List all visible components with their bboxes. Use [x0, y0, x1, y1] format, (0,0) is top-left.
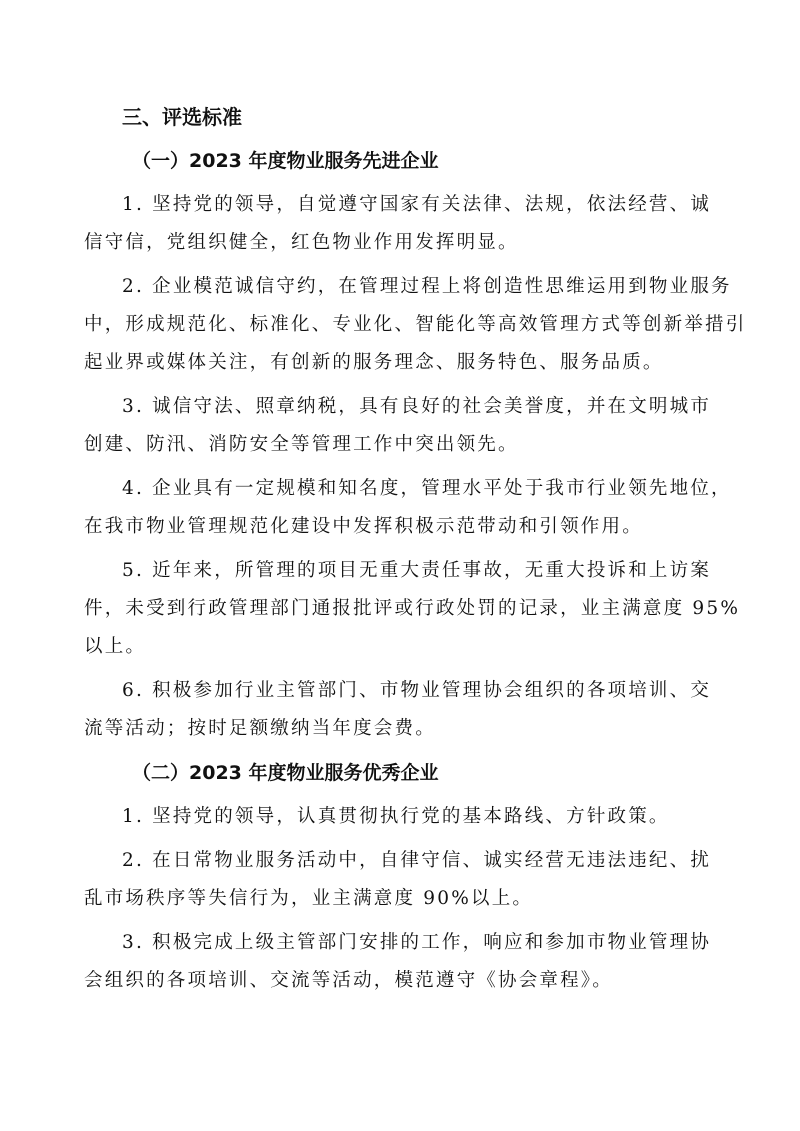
paragraph-line: 3. 诚信守法、照章纳税，具有良好的社会美誉度，并在文明城市 [122, 396, 712, 417]
paragraph-line: 乱市场秩序等失信行为，业主满意度 90%以上。 [84, 888, 534, 909]
paragraph [84, 924, 722, 1000]
paragraph [84, 268, 747, 382]
subsection-title-excellent: （二）2023 年度物业服务优秀企业 [132, 762, 439, 784]
subsection-title-advanced: （一）2023 年度物业服务先进企业 [132, 150, 439, 172]
paragraph [84, 186, 722, 262]
paragraph-line: 信守信，党组织健全，红色物业作用发挥明显。 [84, 232, 519, 253]
paragraph-line: 4. 企业具有一定规模和知名度，管理水平处于我市行业领先地位， [122, 478, 732, 499]
paragraph [84, 672, 722, 748]
paragraph-line: 2. 企业模范诚信守约，在管理过程上将创造性思维运用到物业服务 [122, 276, 732, 297]
paragraph-line: 会组织的各项培训、交流等活动，模范遵守《协会章程》。 [84, 970, 613, 991]
paragraph-line: 3. 积极完成上级主管部门安排的工作，响应和参加市物业管理协 [122, 932, 712, 953]
paragraph-line: 起业界或媒体关注，有创新的服务理念、服务特色、服务品质。 [84, 352, 664, 373]
paragraph-line: 件，未受到行政管理部门通报批评或行政处罚的记录，业主满意度 95% [84, 598, 741, 619]
paragraph-line: 中，形成规范化、标准化、专业化、智能化等高效管理方式等创新举措引 [84, 314, 747, 335]
paragraph [84, 470, 732, 546]
paragraph [122, 798, 722, 836]
paragraph-line: 1. 坚持党的领导，自觉遵守国家有关法律、法规，依法经营、诚 [122, 194, 712, 215]
paragraph-line: 流等活动；按时足额缴纳当年度会费。 [84, 718, 436, 739]
paragraph-line: 在我市物业管理规范化建设中发挥积极示范带动和引领作用。 [84, 516, 643, 537]
paragraph-line: 5. 近年来，所管理的项目无重大责任事故，无重大投诉和上访案 [122, 560, 712, 581]
paragraph-line: 6. 积极参加行业主管部门、市物业管理协会组织的各项培训、交 [122, 680, 712, 701]
paragraph-line: 创建、防汛、消防安全等管理工作中突出领先。 [84, 434, 519, 455]
section-heading: 三、评选标准 [122, 105, 242, 129]
paragraph [84, 388, 722, 464]
paragraph [84, 552, 741, 666]
paragraph [84, 842, 722, 918]
paragraph-line: 2. 在日常物业服务活动中，自律守信、诚实经营无违法违纪、扰 [122, 850, 712, 871]
paragraph-line: 1. 坚持党的领导，认真贯彻执行党的基本路线、方针政策。 [122, 806, 670, 827]
paragraph-line: 以上。 [84, 636, 147, 657]
